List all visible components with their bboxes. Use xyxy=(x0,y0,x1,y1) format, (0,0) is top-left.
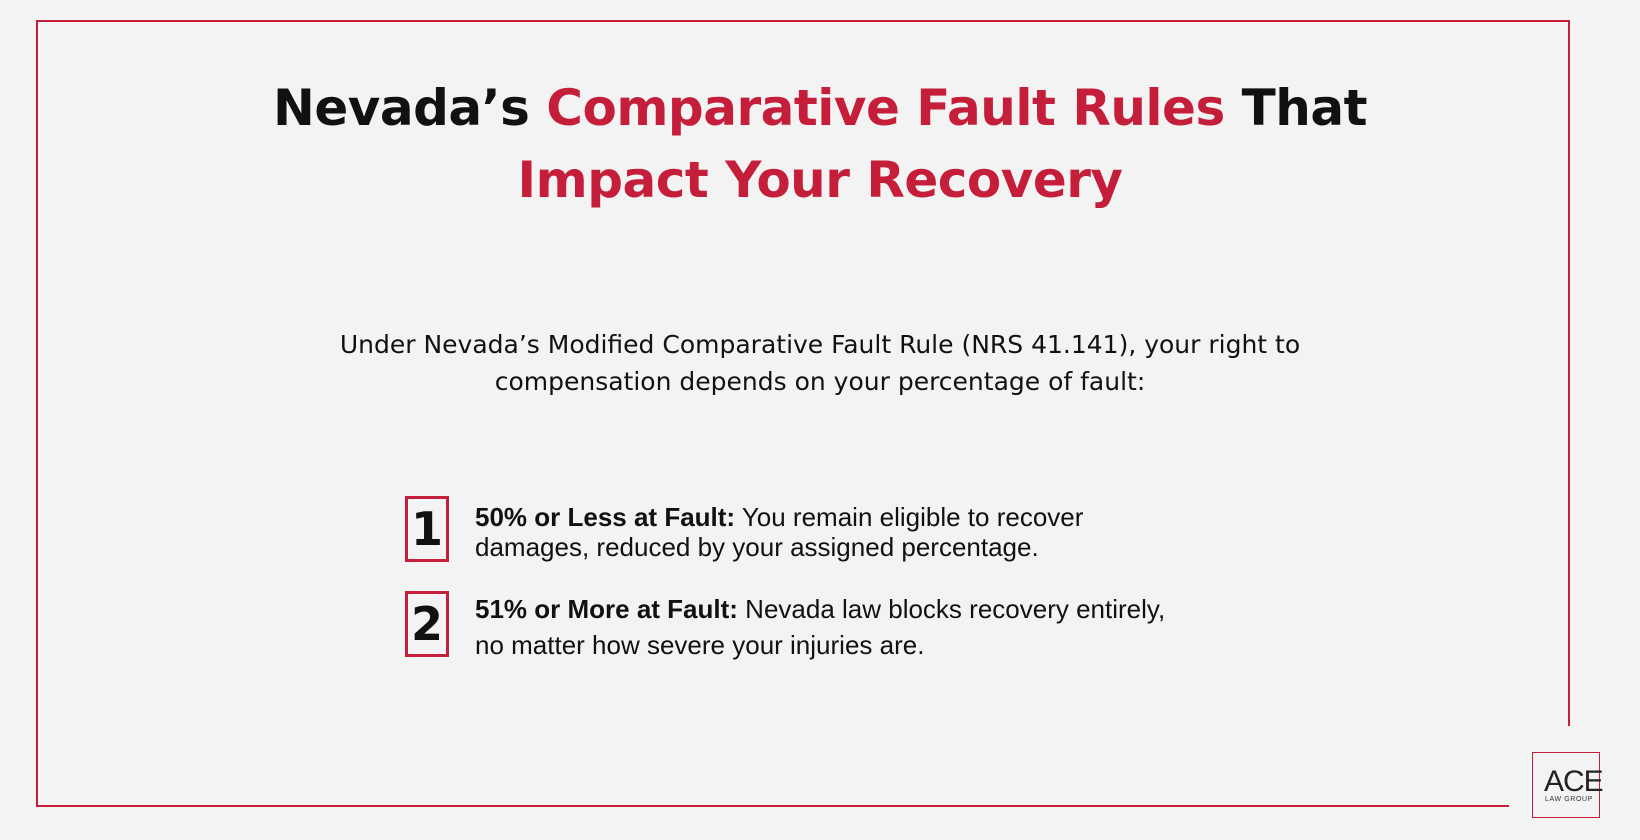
rule-number-1: 1 xyxy=(405,496,449,562)
rule-text-1 xyxy=(475,502,1275,562)
title-line-2: Impact Your Recovery xyxy=(517,151,1123,209)
page-title xyxy=(0,72,1640,216)
logo-word: ACE xyxy=(1544,765,1603,798)
title-line-1 xyxy=(0,72,1640,144)
title-part-3: That xyxy=(1224,79,1367,137)
rule-heading-1: 50% or Less at Fault: xyxy=(475,502,736,532)
intro-line-2: compensation depends on your percentage of fault: xyxy=(494,367,1146,396)
intro-paragraph xyxy=(0,326,1640,400)
border-bottom xyxy=(36,805,1509,807)
rule-text-2 xyxy=(475,591,1275,663)
logo-subtitle: LAW GROUP xyxy=(1545,796,1593,803)
title-highlight: Comparative Fault Rules xyxy=(546,79,1225,137)
ace-law-group-logo xyxy=(1532,752,1603,818)
rule-line-1b: damages, reduced by your assigned percentage. xyxy=(475,532,1039,562)
rule-number-2: 2 xyxy=(405,591,449,657)
rule-line-2b: no matter how severe your injuries are. xyxy=(475,630,925,660)
rule-line-2a: Nevada law blocks recovery entirely, xyxy=(737,594,1166,624)
rule-heading-2: 51% or More at Fault: xyxy=(475,594,738,624)
border-top xyxy=(36,20,1570,22)
intro-line-1: Under Nevada’s Modified Comparative Fault Rule (NRS 41.141), your right to xyxy=(339,330,1301,359)
rule-line-1a: You remain eligible to recover xyxy=(735,502,1084,532)
title-part-1: Nevada’s xyxy=(272,79,547,137)
